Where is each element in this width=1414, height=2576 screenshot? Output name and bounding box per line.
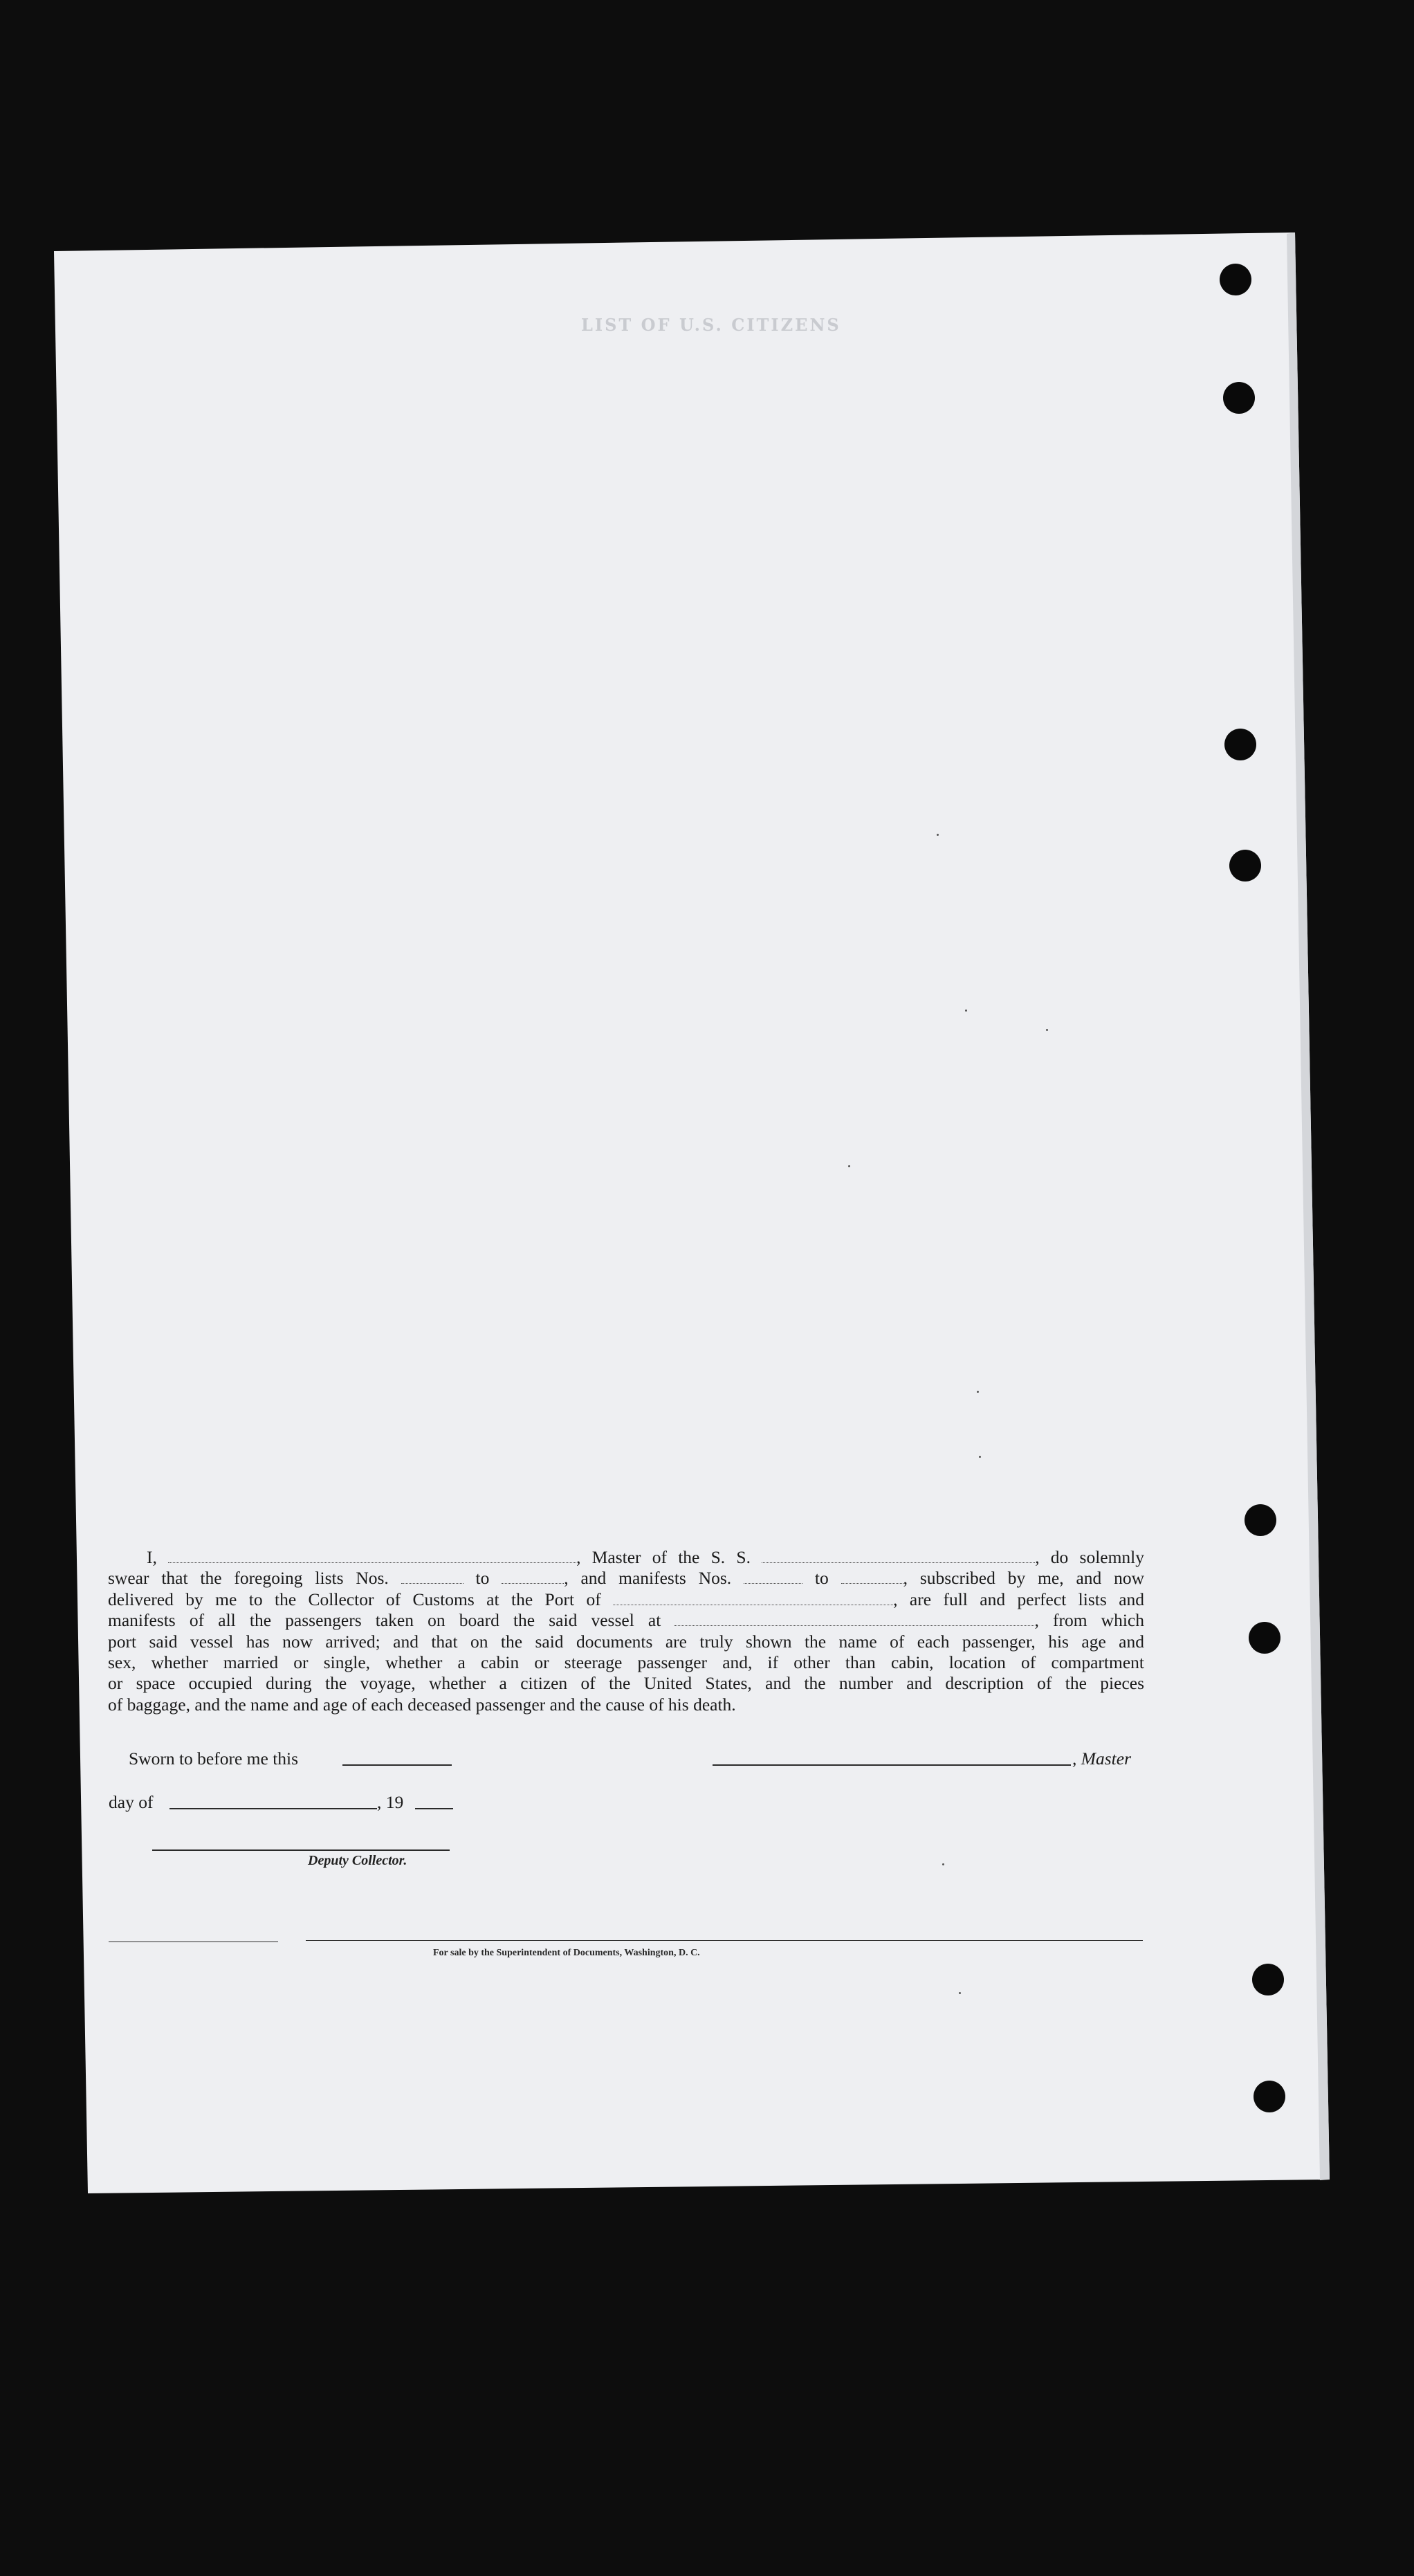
punch-hole <box>1254 2081 1285 2112</box>
punch-hole <box>1229 850 1261 881</box>
speck <box>1046 1029 1048 1031</box>
deputy-collector-label: Deputy Collector. <box>308 1853 407 1868</box>
day-of-label: day of <box>109 1792 154 1812</box>
oath-line-7: or space occupied during the voyage, whether a citizen of the United States, and the number and description of the pieces <box>108 1673 1144 1694</box>
speck <box>959 1992 961 1994</box>
punch-hole <box>1223 382 1255 414</box>
bleed-through-header: LIST OF U.S. CITIZENS <box>581 315 841 335</box>
punch-hole <box>1252 1964 1284 1995</box>
master-signature-line <box>713 1764 1071 1766</box>
speck <box>942 1863 944 1865</box>
year-label: , 19 <box>377 1792 404 1812</box>
manifests-from-blank <box>744 1571 802 1584</box>
oath-line-5: port said vessel has now arrived; and that on the said documents are truly shown the name of each passenger, his age and <box>108 1631 1144 1652</box>
month-line <box>169 1808 377 1809</box>
lists-to-blank <box>502 1571 564 1584</box>
punch-hole <box>1249 1622 1280 1654</box>
oath-text: delivered by me to the Collector of Customs at the Port of <box>108 1589 601 1609</box>
master-label <box>1072 1748 1131 1769</box>
oath-text: , subscribed by me, and now <box>903 1568 1145 1589</box>
oath-text: , Master of the S. S. <box>576 1547 751 1567</box>
oath-text: manifests of all the passengers taken on board the said vessel at <box>108 1610 661 1631</box>
oath-line-2 <box>108 1568 1144 1589</box>
oath-text: I, <box>147 1547 157 1567</box>
year-line <box>415 1808 453 1809</box>
oath-line-4 <box>108 1610 1144 1631</box>
master-text: , Master <box>1072 1748 1131 1769</box>
oath-text: , from which <box>1034 1610 1145 1631</box>
oath-text: to <box>475 1568 490 1589</box>
oath-line-1 <box>108 1547 1144 1568</box>
speck <box>965 1010 967 1012</box>
punch-hole <box>1220 264 1251 295</box>
footer-rule-right <box>306 1940 1143 1941</box>
lists-from-blank <box>401 1571 463 1584</box>
port-blank <box>613 1592 893 1605</box>
oath-text: , are full and perfect lists and <box>893 1589 1145 1609</box>
punch-hole <box>1224 729 1256 760</box>
speck <box>977 1391 979 1393</box>
speck <box>937 834 939 836</box>
vessel-blank <box>762 1550 1035 1563</box>
speck <box>848 1165 850 1167</box>
printer-imprint: For sale by the Superintendent of Documents, Washington, D. C. <box>433 1948 700 1958</box>
master-oath-paragraph <box>108 1547 1144 1715</box>
name-blank <box>168 1550 576 1563</box>
oath-text: swear that the foregoing lists Nos. <box>108 1568 389 1589</box>
oath-line-6: sex, whether married or single, whether a cabin or steerage passenger and, if other than cabin, location of compartment <box>108 1652 1144 1673</box>
manifests-to-blank <box>841 1571 903 1584</box>
oath-text: to <box>814 1568 829 1589</box>
punch-hole <box>1245 1504 1276 1536</box>
oath-text: , do solemnly <box>1035 1547 1145 1567</box>
deputy-signature-line <box>152 1849 450 1851</box>
departure-port-blank <box>674 1613 1034 1626</box>
speck <box>979 1456 981 1458</box>
sworn-date-line <box>342 1764 452 1766</box>
sworn-label: Sworn to before me this <box>129 1748 299 1769</box>
oath-text: , and manifests Nos. <box>564 1568 732 1589</box>
oath-line-3 <box>108 1589 1144 1610</box>
oath-line-8: of baggage, and the name and age of each deceased passenger and the cause of his death. <box>108 1694 736 1715</box>
